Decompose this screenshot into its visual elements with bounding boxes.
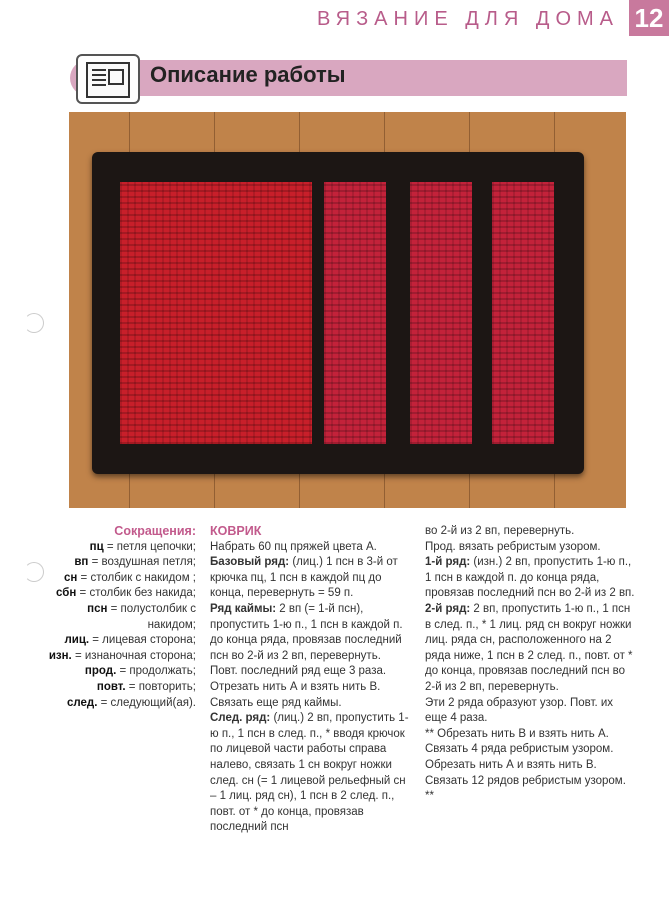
- binder-hole: [24, 313, 44, 333]
- abbr-item: сн = столбик с накидом ;: [64, 571, 196, 584]
- abbreviations-column: [42, 524, 196, 711]
- binder-hole: [24, 562, 44, 582]
- instructions-column-1: [210, 524, 410, 836]
- magazine-header: [0, 0, 669, 40]
- rug-red-stripe: [492, 182, 554, 444]
- abbr-item: прод. = продолжать;: [84, 665, 196, 678]
- section-title: Описание работы: [150, 62, 346, 87]
- instruction-paragraph: 2-й ряд: 2 вп, пропустить 1-ю п., 1 псн в след. п., * 1 лиц. ряд сн вокруг ножки лиц. ряда сн, расположенного на 2 ряда ниже, 1 псн в 2 след. п., повт. от * до конца, провязав последний псн во 2-й из 2 вп, перевернуть.: [425, 602, 633, 693]
- abbr-item: вп = воздушная петля;: [74, 556, 196, 569]
- instruction-paragraph: След. ряд: (лиц.) 2 вп, пропустить 1-ю п., 1 псн в след. п., * вводя крючок по лицевой части работы справа налево, связать 1 сн вокруг ножки след. сн (= 1 лицевой рельефный сн – 1 лиц. ряд сн), 1 псн в 2 след. п., повт. от * до конца, провязав последний псн: [210, 712, 409, 834]
- abbr-item: изн. = изнаночная сторона;: [48, 649, 196, 662]
- instruction-paragraph: 1-й ряд: (изн.) 2 вп, пропустить 1-ю п., 1 псн в каждой п. до конца ряда, провязав последний псн во 2-й из 2 вп.: [425, 556, 635, 600]
- rug-red-stripe: [410, 182, 472, 444]
- abbr-item: повт. = повторить;: [96, 680, 196, 693]
- abbr-item: лиц. = лицевая сторона;: [64, 634, 196, 647]
- instruction-paragraph: Прод. вязать ребристым узором.: [425, 540, 601, 553]
- document-icon: [76, 54, 140, 104]
- rug: [92, 152, 584, 474]
- abbreviations-heading: Сокращения:: [114, 524, 196, 538]
- abbr-item: пц = петля цепочки;: [89, 540, 196, 553]
- instruction-paragraph: Ряд каймы: 2 вп (= 1-й псн), пропустить 1-ю п., 1 псн в каждой п. до конца ряда, провязав последний псн во 2-й из 2 вп, перевернуть.: [210, 602, 403, 662]
- abbr-item: сбн = столбик без накида;: [56, 587, 196, 600]
- instruction-paragraph: Повт. последний ряд еще 3 раза. Отрезать нить А и взять нить В. Связать еще ряд каймы.: [210, 665, 387, 709]
- page-number: 12: [629, 0, 669, 36]
- abbr-item: след. = следующий(ая).: [66, 696, 196, 709]
- rug-red-panel: [120, 182, 312, 444]
- instruction-paragraph: Базовый ряд: (лиц.) 1 псн в 3-й от крючка пц, 1 псн в каждой пц до конца, перевернуть = 59 п.: [210, 556, 398, 600]
- instruction-paragraph: во 2-й из 2 вп, перевернуть.: [425, 525, 575, 537]
- rug-red-stripe: [324, 182, 386, 444]
- instructions-column-2: [425, 524, 635, 805]
- abbr-item: псн = полустолбик с накидом;: [87, 602, 196, 631]
- instruction-paragraph: Эти 2 ряда образуют узор. Повт. их еще 4 раза.: [425, 696, 614, 725]
- instruction-paragraph: Набрать 60 пц пряжей цвета А.: [210, 540, 377, 553]
- instruction-paragraph: ** Обрезать нить В и взять нить А. Связать 4 ряда ребристым узором. Обрезать нить А и взять нить В. Связать 12 рядов ребристым узором. **: [425, 727, 626, 803]
- pattern-heading: КОВРИК: [210, 524, 262, 538]
- magazine-title: ВЯЗАНИЕ ДЛЯ ДОМА: [316, 8, 619, 30]
